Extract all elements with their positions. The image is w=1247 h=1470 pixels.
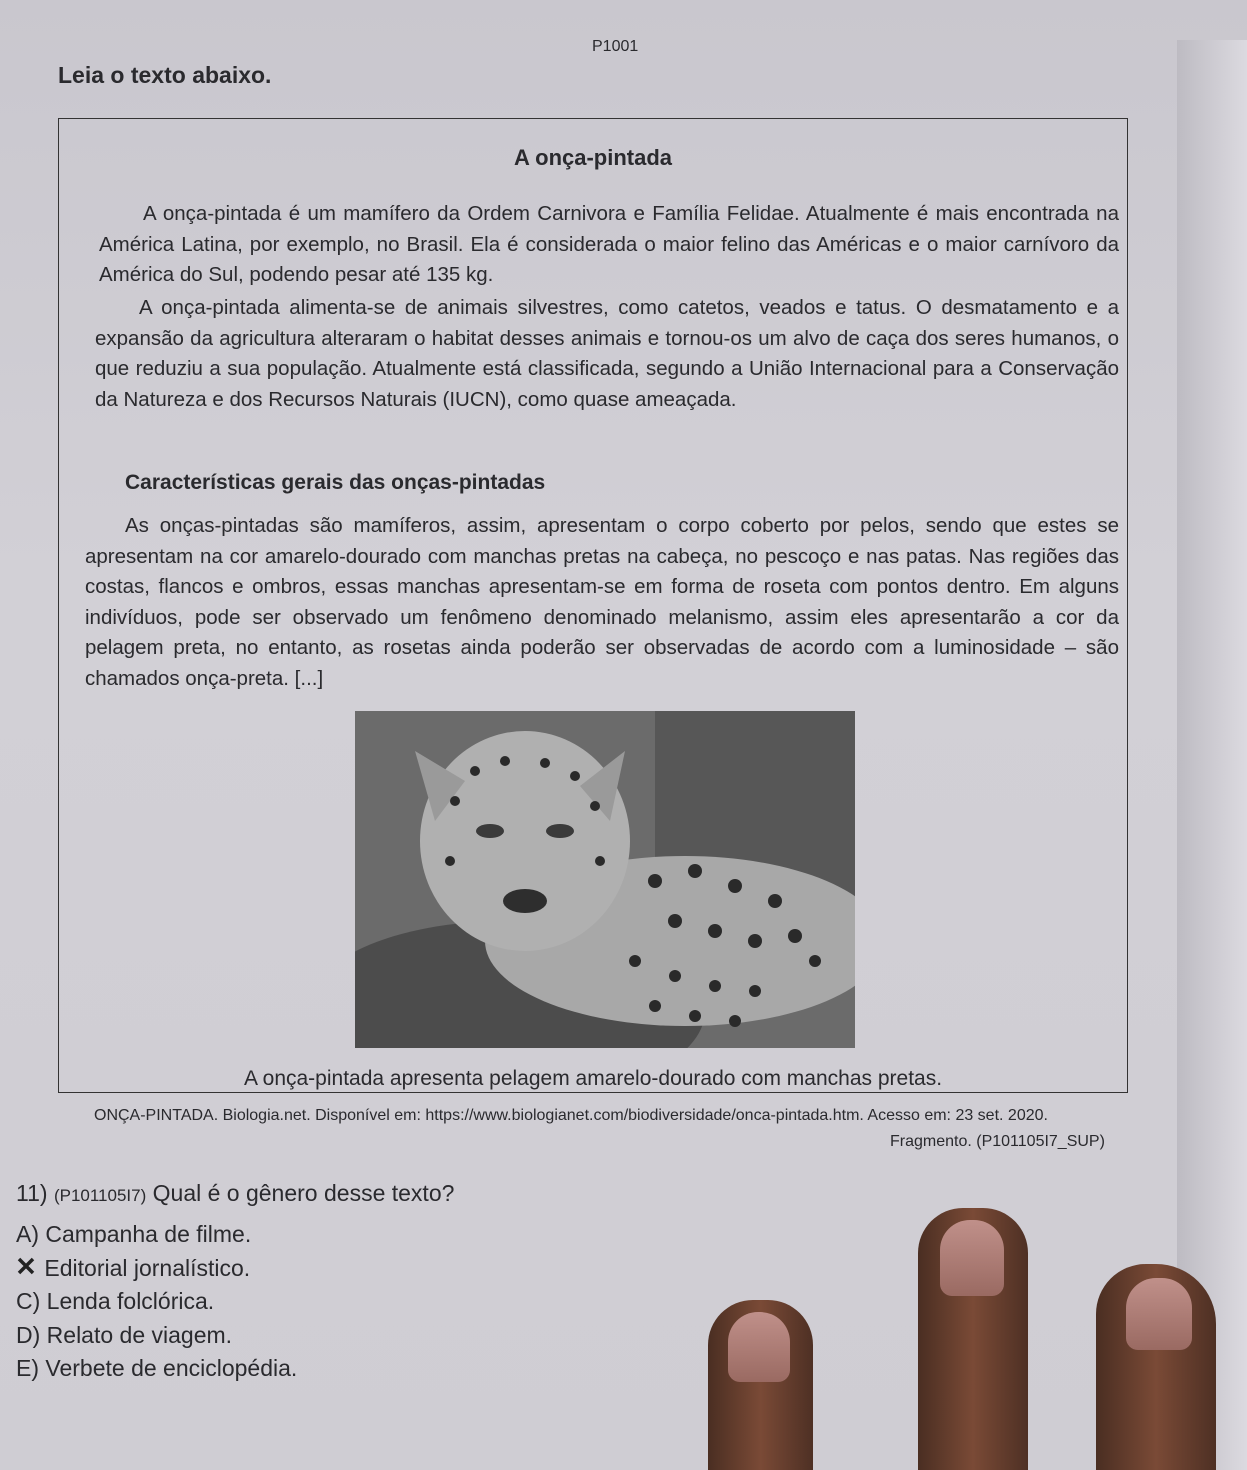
finger-left <box>708 1300 813 1470</box>
option-e[interactable]: E) Verbete de enciclopédia. <box>16 1355 298 1381</box>
paragraph-2: A onça-pintada alimenta-se de animais silvestres, como catetos, veados e tatus. O desmatamento e a expansão da agricultura alteraram o habitat desses animais e tornou-os um alvo de caça dos seres humanos, o que reduziu a sua população. Atualmente está classificada, segundo a União Internacional para a Conservação da Natureza e dos Recursos Naturais (IUCN), como quase ameaçada. <box>95 296 1119 411</box>
jaguar-photo <box>355 711 855 1048</box>
jaguar-illustration <box>355 711 855 1048</box>
option-a[interactable]: A) Campanha de filme. <box>16 1221 252 1247</box>
finger-right <box>1096 1264 1216 1470</box>
source-citation: ONÇA-PINTADA. Biologia.net. Disponível em: https://www.biologianet.com/biodiversidade/onca-pintada.htm. Acesso em: 23 set. 2020. <box>94 1107 1048 1124</box>
option-d[interactable]: D) Relato de viagem. <box>16 1321 233 1348</box>
instruction: Leia o texto abaixo. <box>58 62 272 88</box>
section-subtitle: Características gerais das onças-pintadas <box>125 471 546 494</box>
question-code: (P101105I7) <box>53 1186 147 1205</box>
finger-middle <box>918 1208 1028 1470</box>
question-11 <box>16 1180 454 1207</box>
x-mark-icon <box>16 1252 38 1286</box>
question-number: 11) <box>16 1180 48 1206</box>
page-code: P1001 <box>592 38 639 55</box>
option-c[interactable]: C) Lenda folclórica. <box>16 1288 215 1314</box>
facing-page-edge <box>1177 40 1247 1470</box>
question-prompt: Qual é o gênero desse texto? <box>152 1180 455 1206</box>
paragraph-1: A onça-pintada é um mamífero da Ordem Carnivora e Família Felidae. Atualmente é mais encontrada na América Latina, por exemplo, no Brasil. Ela é considerada o maior felino das Américas e o maior carnívoro da América do Sul, podendo pesar até 135 kg. <box>99 202 1119 286</box>
paragraph-3: As onças-pintadas são mamíferos, assim, apresentam o corpo coberto por pelos, sendo que estes se apresentam na cor amarelo-dourado com manchas pretas na cabeça, no pescoço e nas patas. Nas regiões das costas, flancos e ombros, essas manchas apresentam-se em forma de roseta com pontos dentro. Em alguns indivíduos, pode ser observado um fenômeno denominado melanismo, assim eles apresentarão a cor da pelagem preta, no entanto, as rosetas ainda poderão ser observadas de acordo com a luminosidade – são chamados onça-preta. [...] <box>85 514 1119 690</box>
photo-caption: A onça-pintada apresenta pelagem amarelo-dourado com manchas pretas. <box>243 1067 943 1090</box>
option-b[interactable]: Editorial jornalístico. <box>16 1252 297 1286</box>
text-title: A onça-pintada <box>513 145 673 170</box>
answer-options <box>16 1218 297 1386</box>
text-box <box>58 118 1128 1093</box>
fragment-code: Fragmento. (P101105I7_SUP) <box>890 1133 1105 1150</box>
